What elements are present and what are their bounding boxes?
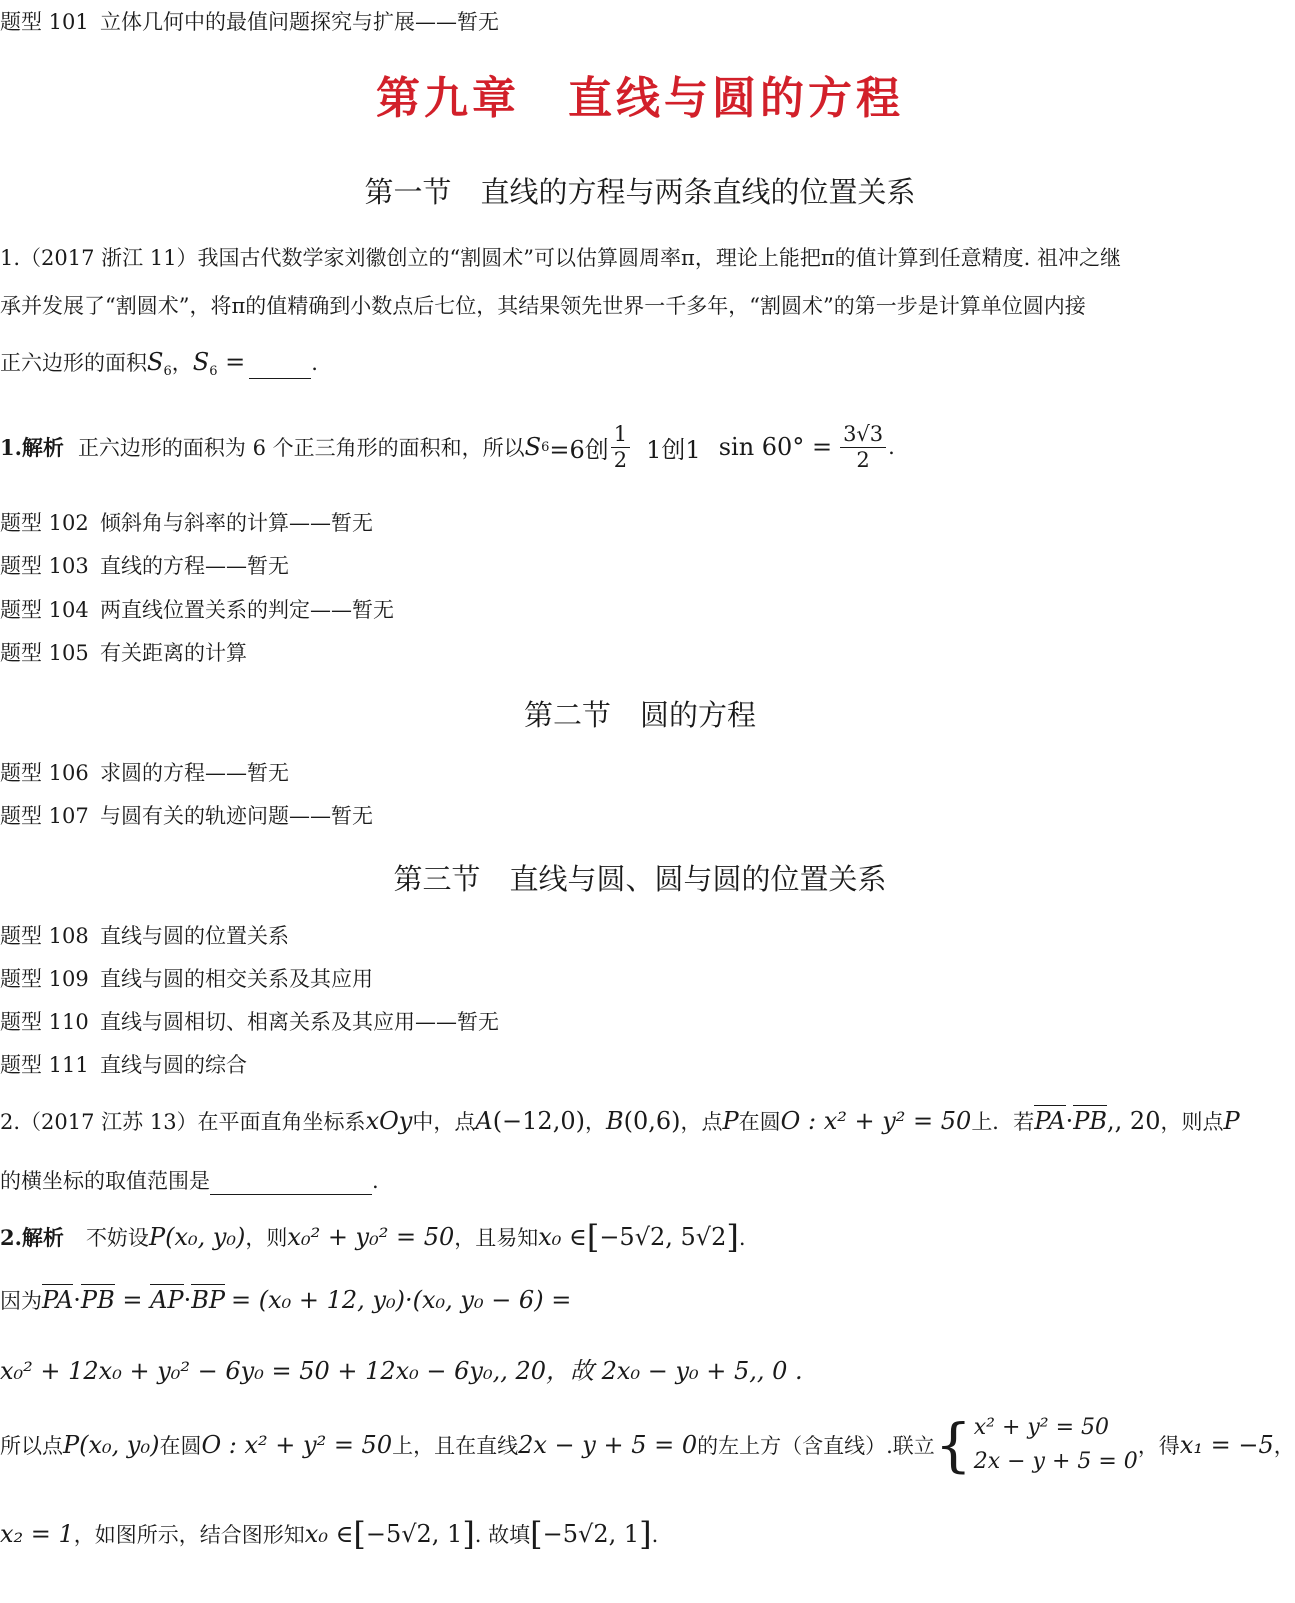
right-bracket: ]: [726, 1218, 739, 1256]
type-code: 题型 110: [0, 1010, 89, 1034]
x0-membership: x₀ ∈: [304, 1520, 354, 1548]
period: .: [651, 1523, 659, 1547]
type-title: 有关距离的计算: [100, 641, 247, 665]
period: .: [888, 435, 895, 459]
solution1: [0, 412, 895, 482]
type-row-111: [0, 1049, 247, 1079]
solution-text: 上，且在直线: [392, 1434, 519, 1458]
left-bracket: [: [530, 1515, 543, 1553]
final-answer-interval: −5√2, 1: [542, 1520, 640, 1548]
dot-product-expansion: = (x₀ + 12, y₀)·(x₀, y₀ − 6) =: [231, 1286, 572, 1314]
problem1-line3: [0, 347, 318, 379]
type-code: 题型 103: [0, 554, 89, 578]
point-b-coords: (0,6): [623, 1107, 681, 1135]
vector-pb: PB: [1073, 1107, 1108, 1135]
chapter-title: 第九章 直线与圆的方程: [376, 73, 904, 124]
solution-text: 在圆: [159, 1434, 202, 1458]
problem1-line1: 1.（2017 浙江 11）我国古代数学家刘徽创立的“割圆术”可以估算圆周率π，理论上能把π的值计算到任意精度. 祖冲之继: [0, 246, 1121, 270]
type-row-106: [0, 757, 289, 787]
system-rows: [974, 1411, 1138, 1479]
type-code: 题型 111: [0, 1053, 89, 1077]
type-title: 直线与圆相切、相离关系及其应用——暂无: [100, 1010, 499, 1034]
period: .: [372, 1169, 379, 1193]
solution-text: ，如图所示，结合图形知: [73, 1523, 305, 1547]
type-title: 倾斜角与斜率的计算——暂无: [100, 511, 373, 535]
type-code: 题型 106: [0, 761, 89, 785]
fraction-denominator: 2: [613, 447, 628, 472]
expression: =6创: [549, 435, 609, 464]
solution2-line5: [0, 1515, 658, 1553]
problem2-line1: [0, 1106, 1240, 1136]
type-title: 与圆有关的轨迹问题——暂无: [100, 804, 373, 828]
right-bracket: ]: [462, 1515, 475, 1553]
solution2-line1: [0, 1218, 746, 1256]
type-title: 立体几何中的最值问题探究与扩展——暂无: [100, 10, 499, 34]
coordinate-system: xOy: [365, 1107, 413, 1135]
fraction-half: [611, 422, 630, 471]
solution-text: 正六边形的面积为 6 个正三角形的面积和，所以: [77, 436, 525, 460]
vector-bp: BP: [191, 1286, 226, 1314]
solution-text: ，得: [1137, 1434, 1180, 1458]
problem2-text: 中，点: [412, 1110, 476, 1134]
type-title: 两直线位置关系的判定——暂无: [100, 598, 394, 622]
section-title-1: 第一节 直线的方程与两条直线的位置关系: [364, 175, 916, 209]
separator: ，: [1273, 1434, 1295, 1458]
root-x1: x₁ = −5: [1179, 1431, 1274, 1459]
answer-blank: [249, 357, 311, 379]
solution-text: 不妨设: [85, 1226, 149, 1250]
inequality-derivation: x₀² + 12x₀ + y₀² − 6y₀ = 50 + 12x₀ − 6y₀,, 20，故 2x₀ − y₀ + 5,, 0 .: [0, 1357, 803, 1385]
interval: −5√2, 1: [365, 1520, 463, 1548]
type-title: 求圆的方程——暂无: [100, 761, 289, 785]
type-row-103: [0, 550, 289, 580]
point-p: P: [722, 1107, 739, 1135]
type-row-109: [0, 963, 373, 993]
type-title: 直线与圆的综合: [100, 1053, 247, 1077]
point-a-coords: (−12,0): [492, 1107, 585, 1135]
line-equation: 2x − y + 5 = 0: [518, 1431, 698, 1459]
equals-sign: =: [217, 348, 246, 376]
solution-text: 所以点: [0, 1434, 63, 1458]
period: .: [311, 351, 318, 375]
type-row-108: [0, 920, 289, 950]
problem2-text: ，点: [680, 1110, 723, 1134]
type-code: 题型 101: [0, 10, 89, 34]
type-row-110: [0, 1006, 499, 1036]
solution2-line4: [0, 1408, 1295, 1482]
solution-text: ，则: [245, 1226, 288, 1250]
point-a: A: [475, 1107, 493, 1135]
problem2-line2: [0, 1165, 379, 1195]
vector-ap: AP: [150, 1286, 184, 1314]
expression-mid: 1创1: [646, 435, 701, 464]
s6-symbol: S: [147, 348, 164, 376]
problem2-text: 在圆: [738, 1110, 781, 1134]
section-title-2: 第二节 圆的方程: [523, 698, 756, 732]
fraction-result: [840, 422, 886, 471]
comparison: ,, 20: [1107, 1107, 1161, 1135]
system-equation-1: x² + y² = 50: [973, 1414, 1110, 1440]
left-bracket: [: [586, 1218, 600, 1256]
dot-operator: ·: [73, 1286, 81, 1314]
left-brace: {: [934, 1411, 972, 1479]
type-title: 直线与圆的位置关系: [100, 924, 289, 948]
problem2-text: ，则点: [1160, 1110, 1224, 1134]
type-code: 题型 108: [0, 924, 89, 948]
system-equation-2: 2x − y + 5 = 0: [973, 1449, 1138, 1474]
vector-pa: PA: [1034, 1107, 1066, 1135]
type-code: 题型 105: [0, 641, 89, 665]
problem1-text: 正六边形的面积: [0, 351, 147, 375]
interval: −5√2, 5√2: [599, 1223, 727, 1251]
circle-equation: x₀² + y₀² = 50: [287, 1223, 455, 1251]
problem2-text: 的横坐标的取值范围是: [0, 1169, 210, 1193]
problem2-text: 上．若: [971, 1110, 1035, 1134]
solution2-line3: [0, 1351, 803, 1386]
s6-subscript-2: 6: [209, 364, 218, 379]
dot-operator: ·: [183, 1286, 192, 1314]
solution-text: . 故填: [474, 1523, 531, 1547]
s6-subscript: 6: [163, 364, 172, 379]
fraction-denominator: 2: [856, 447, 870, 472]
solution-text: 的左上方（含直线）.联立: [697, 1434, 935, 1458]
x0-membership: x₀ ∈: [538, 1223, 587, 1251]
answer-blank: [210, 1173, 372, 1195]
equation-system: [935, 1411, 1138, 1479]
solution-label: 1.解析: [0, 435, 64, 460]
section-title-3: 第三节 直线与圆、圆与圆的位置关系: [393, 862, 887, 896]
solution2-line2: [0, 1285, 571, 1315]
fraction-numerator: 1: [611, 422, 630, 447]
sine-expression: sin 60° =: [718, 433, 833, 461]
point-p-expression: P(x₀, y₀): [148, 1223, 246, 1251]
problem1-line2: 承并发展了“割圆术”，将π的值精确到小数点后七位，其结果领先世界一千多年，“割圆术”的第一步是计算单位圆内接: [0, 294, 1086, 318]
type-row-104: [0, 594, 394, 624]
circle-equation: O : x² + y² = 50: [201, 1431, 393, 1459]
dot-operator: ·: [1065, 1107, 1074, 1135]
point-p: P: [1223, 1107, 1240, 1135]
s6-subscript: 6: [541, 439, 550, 455]
separator: ，: [171, 351, 193, 375]
solution-text: 因为: [0, 1289, 42, 1313]
separator: ，: [584, 1110, 606, 1134]
circle-equation: O : x² + y² = 50: [780, 1107, 972, 1135]
vector-pb: PB: [80, 1286, 115, 1314]
right-bracket: ]: [639, 1515, 652, 1553]
vector-pa: PA: [42, 1286, 74, 1314]
type-title: 直线的方程——暂无: [100, 554, 289, 578]
type-code: 题型 104: [0, 598, 89, 622]
type-row-105: [0, 637, 247, 667]
type-title: 直线与圆的相交关系及其应用: [100, 967, 373, 991]
period: .: [738, 1226, 746, 1250]
type-code: 题型 107: [0, 804, 89, 828]
type-row-101: [0, 6, 499, 36]
type-row-107: [0, 800, 373, 830]
type-code: 题型 102: [0, 511, 89, 535]
point-p-expression: P(x₀, y₀): [63, 1431, 160, 1459]
type-code: 题型 109: [0, 967, 89, 991]
fraction-numerator: 3√3: [840, 422, 886, 447]
left-bracket: [: [353, 1515, 366, 1553]
s6-symbol: S: [524, 433, 542, 461]
s6-symbol-2: S: [192, 348, 210, 376]
problem2-text: 2.（2017 江苏 13）在平面直角坐标系: [0, 1110, 366, 1134]
root-x2: x₂ = 1: [0, 1520, 74, 1548]
equals-sign: =: [114, 1286, 151, 1314]
point-b: B: [605, 1107, 624, 1135]
solution-label: 2.解析: [0, 1225, 64, 1250]
type-row-102: [0, 507, 373, 537]
solution-text: ，且易知: [454, 1226, 539, 1250]
